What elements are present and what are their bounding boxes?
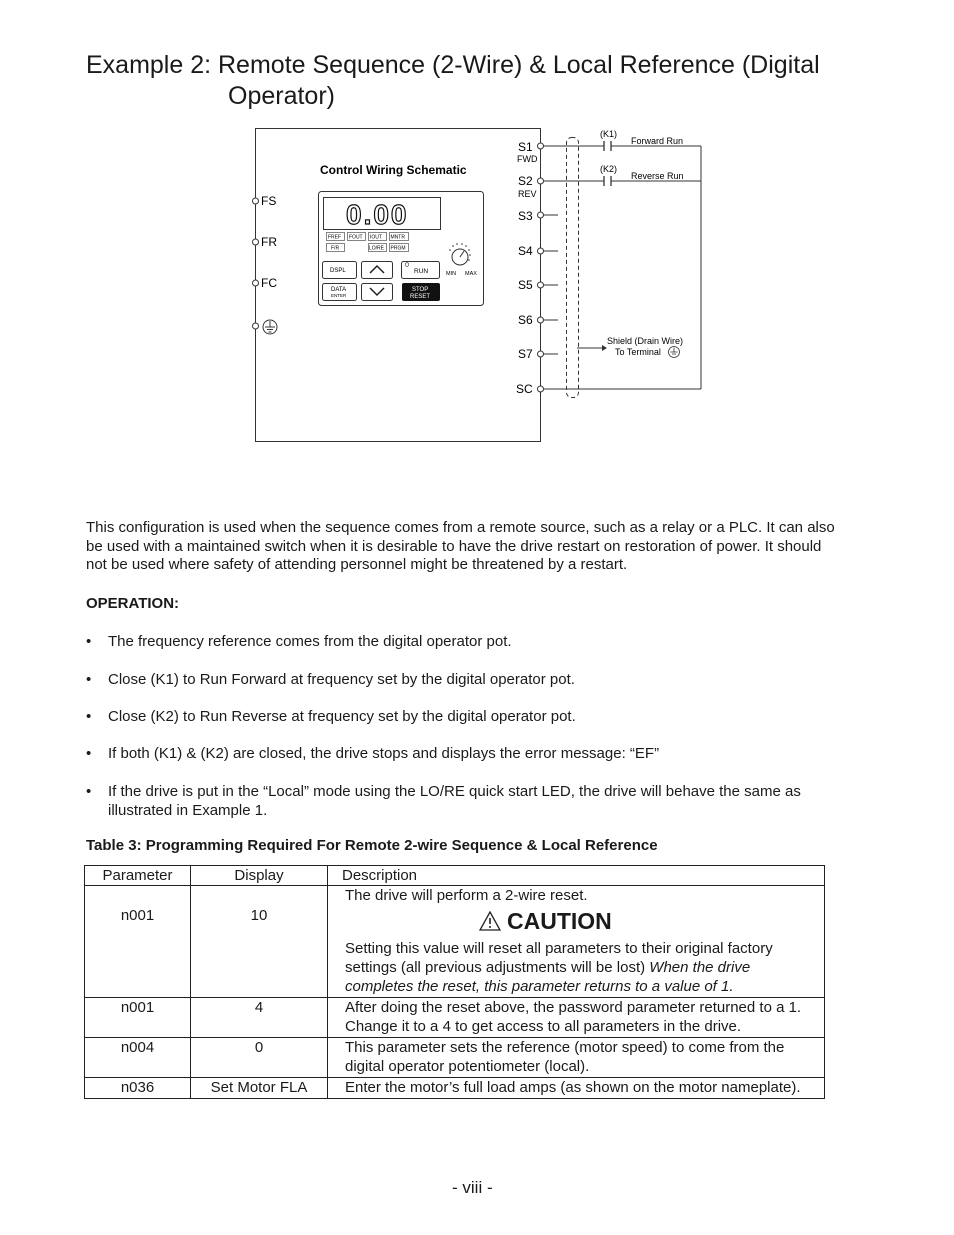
up-arrow-icon: [370, 266, 384, 273]
terminal-fc: FC: [261, 276, 277, 290]
reset-key: RESET: [410, 294, 431, 300]
terminal-fc-circle: [253, 280, 259, 286]
terminal-fs-circle: [253, 198, 259, 204]
table-row: [85, 886, 825, 998]
warning-icon: [479, 911, 501, 931]
ground-small-icon: [669, 347, 680, 358]
header-description: Description: [328, 866, 825, 886]
led-fout: FOUT: [349, 234, 363, 241]
cell-parameter: n001: [85, 998, 191, 1038]
table-row: [85, 1038, 825, 1078]
terminal-s7: S7: [518, 347, 533, 361]
k1-label: (K1): [600, 129, 618, 139]
title-line-1: Example 2: Remote Sequence (2-Wire) & Local Reference (Digital: [86, 51, 820, 79]
cell-display: 0: [191, 1038, 328, 1078]
header-parameter: Parameter: [85, 866, 191, 886]
desc-intro: The drive will perform a 2-wire reset.: [345, 887, 588, 904]
cell-description: Enter the motor’s full load amps (as shown on the motor nameplate).: [328, 1078, 825, 1099]
terminal-ground-circle: [253, 323, 259, 329]
pot-max-label: MAX: [465, 271, 477, 277]
reverse-run-label: Reverse Run: [631, 171, 684, 181]
terminal-s6: S6: [518, 313, 533, 327]
caution-label: CAUTION: [507, 907, 612, 934]
cell-parameter: n004: [85, 1038, 191, 1078]
terminal-fr: FR: [261, 235, 277, 249]
bullet-icon: •: [86, 671, 92, 688]
wiring-diagram: [0, 0, 954, 470]
cell-parameter: n036: [85, 1078, 191, 1099]
table-row: [85, 1078, 825, 1099]
shield-label-2: To Terminal: [615, 347, 661, 357]
fwd-label: FWD: [517, 154, 538, 164]
header-display: Display: [191, 866, 328, 886]
operator-display: 0.00: [346, 199, 409, 230]
table-header-row: [85, 866, 825, 886]
intro-paragraph: This configuration is used when the sequence comes from a remote source, such as a relay or a PLC. It can also be used with a maintained switch when it is desirable to have the drive restart on restoration of power. It should not be used where safety of attending personnel might be threatened by a restart.: [86, 519, 835, 573]
k2-label: (K2): [600, 164, 618, 174]
led-fref: FREF: [328, 234, 342, 241]
pot-knob-icon: [449, 243, 471, 265]
contact-k2-icon: [604, 176, 611, 186]
led-lore: LO/RE: [369, 245, 385, 252]
led-mntr: MNTR: [390, 234, 405, 241]
caution-heading: [479, 907, 812, 934]
bullet-icon: •: [86, 745, 92, 762]
cell-parameter: n001: [85, 886, 191, 998]
table-row: [85, 998, 825, 1038]
terminal-s5: S5: [518, 278, 533, 292]
forward-run-label: Forward Run: [631, 136, 684, 146]
cell-display: Set Motor FLA: [191, 1078, 328, 1099]
desc-caution-text: Setting this value will reset all parameters to their original factory settings (all previous adjustments will be lost) When the drive completes the reset, this parameter returns to a value of 1.: [345, 940, 773, 995]
terminal-fs: FS: [261, 194, 277, 208]
table-caption: Table 3: Programming Required For Remote 2-wire Sequence & Local Reference: [86, 837, 658, 854]
programming-table: [84, 865, 825, 1099]
terminal-s2: S2: [518, 174, 533, 188]
led-prgm: PRGM: [390, 245, 406, 252]
shield-label-1: Shield (Drain Wire): [607, 336, 684, 346]
cell-description: This parameter sets the reference (motor speed) to come from the digital operator potentiometer (local).: [328, 1038, 825, 1078]
cell-display: 10: [191, 886, 328, 998]
ground-icon: [263, 320, 277, 334]
data-key: DATA: [331, 287, 347, 293]
terminal-s3: S3: [518, 209, 533, 223]
terminal-sc: SC: [516, 382, 533, 396]
digital-operator: [319, 192, 484, 306]
cell-display: 4: [191, 998, 328, 1038]
title-line-2: Operator): [228, 82, 335, 110]
shield-outline: [567, 138, 579, 398]
cell-description: After doing the reset above, the password parameter returned to a 1. Change it to a 4 to get access to all parameters in the drive.: [328, 998, 825, 1038]
led-iout: IOUT: [370, 234, 382, 241]
right-terminals: [516, 140, 544, 396]
down-arrow-icon: [370, 288, 384, 295]
rev-label: REV: [518, 189, 537, 199]
operation-heading: OPERATION:: [86, 595, 180, 612]
led-fr: F/R: [331, 245, 340, 252]
cell-description: [328, 886, 825, 998]
terminal-s1: S1: [518, 140, 533, 154]
left-terminals: [253, 194, 278, 334]
bullet-icon: •: [86, 783, 92, 800]
diagram-heading: Control Wiring Schematic: [320, 163, 467, 177]
stop-key: STOP: [412, 287, 429, 293]
terminal-s4: S4: [518, 244, 533, 258]
enter-key: ENTER: [331, 293, 347, 298]
contact-k1-icon: [604, 141, 611, 151]
run-key: RUN: [414, 268, 429, 275]
terminal-fr-circle: [253, 239, 259, 245]
dspl-key: DSPL: [330, 268, 346, 274]
bullet-icon: •: [86, 708, 92, 725]
bullet-icon: •: [86, 633, 92, 650]
page-number: - viii -: [452, 1178, 493, 1197]
pot-min-label: MIN: [446, 271, 457, 277]
